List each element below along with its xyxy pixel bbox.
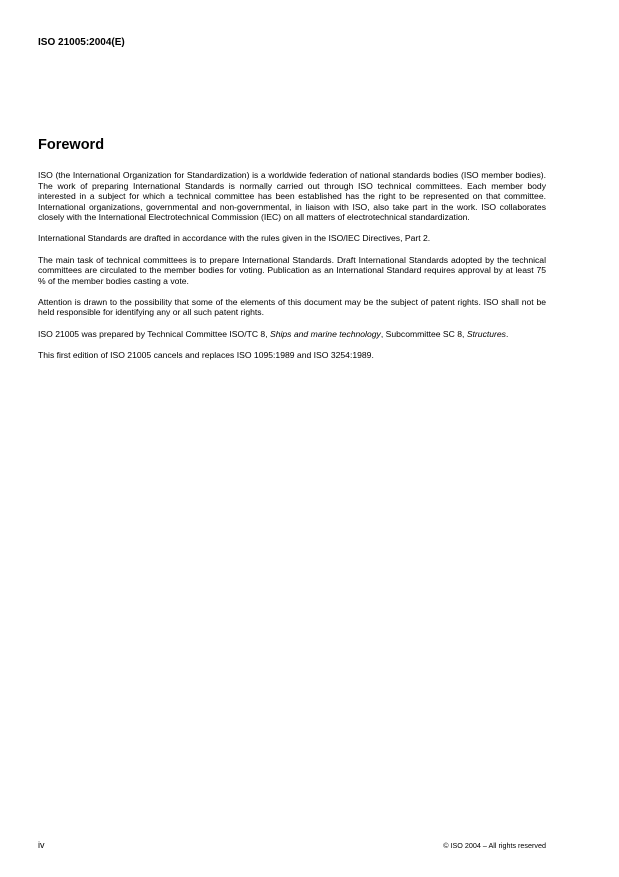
paragraph-main-task: The main task of technical committees is to prepare International Standards. Draft International Standards adopted by the technical committees are circulated to the member bodies for voting. Publication as an International Standard requires approval by at least 75 % of the member bodies casting a vote. (38, 254, 546, 286)
committee-name: Ships and marine technology (269, 328, 381, 339)
paragraph-prepared-by (38, 329, 546, 340)
foreword-body (38, 170, 546, 371)
paragraph-iso-intro: ISO (the International Organization for Standardization) is a worldwide federation of national standards bodies (ISO member bodies). The work of preparing International Standards is normally carried out through ISO technical committees. Each member body interested in a subject for which a technical committee has been established has the right to be represented on that committee. International organizations, governmental and non-governmental, in liaison with ISO, also take part in the work. ISO collaborates closely with the International Electrotechnical Commission (IEC) on all matters of electrotechnical standardization. (38, 170, 546, 223)
paragraph-patent-rights: Attention is drawn to the possibility that some of the elements of this document may be the subject of patent rights. ISO shall not be held responsible for identifying any or all such patent rights. (38, 296, 546, 318)
subcommittee-name: Structures (466, 328, 506, 339)
page-title: Foreword (38, 137, 105, 153)
document-id: ISO 21005:2004(E) (38, 37, 125, 48)
paragraph-edition: This first edition of ISO 21005 cancels and replaces ISO 1095:1989 and ISO 3254:1989. (38, 349, 374, 360)
copyright-notice: © ISO 2004 – All rights reserved (443, 841, 546, 850)
paragraph-directives: International Standards are drafted in accordance with the rules given in the ISO/IEC Directives, Part 2. (38, 233, 431, 244)
prepared-by-end: . (505, 328, 509, 339)
page-number: iv (38, 840, 45, 850)
prepared-by-text: ISO 21005 was prepared by Technical Committee ISO/TC 8, (38, 328, 270, 339)
prepared-by-subcommittee: , Subcommittee SC 8, (380, 328, 467, 339)
